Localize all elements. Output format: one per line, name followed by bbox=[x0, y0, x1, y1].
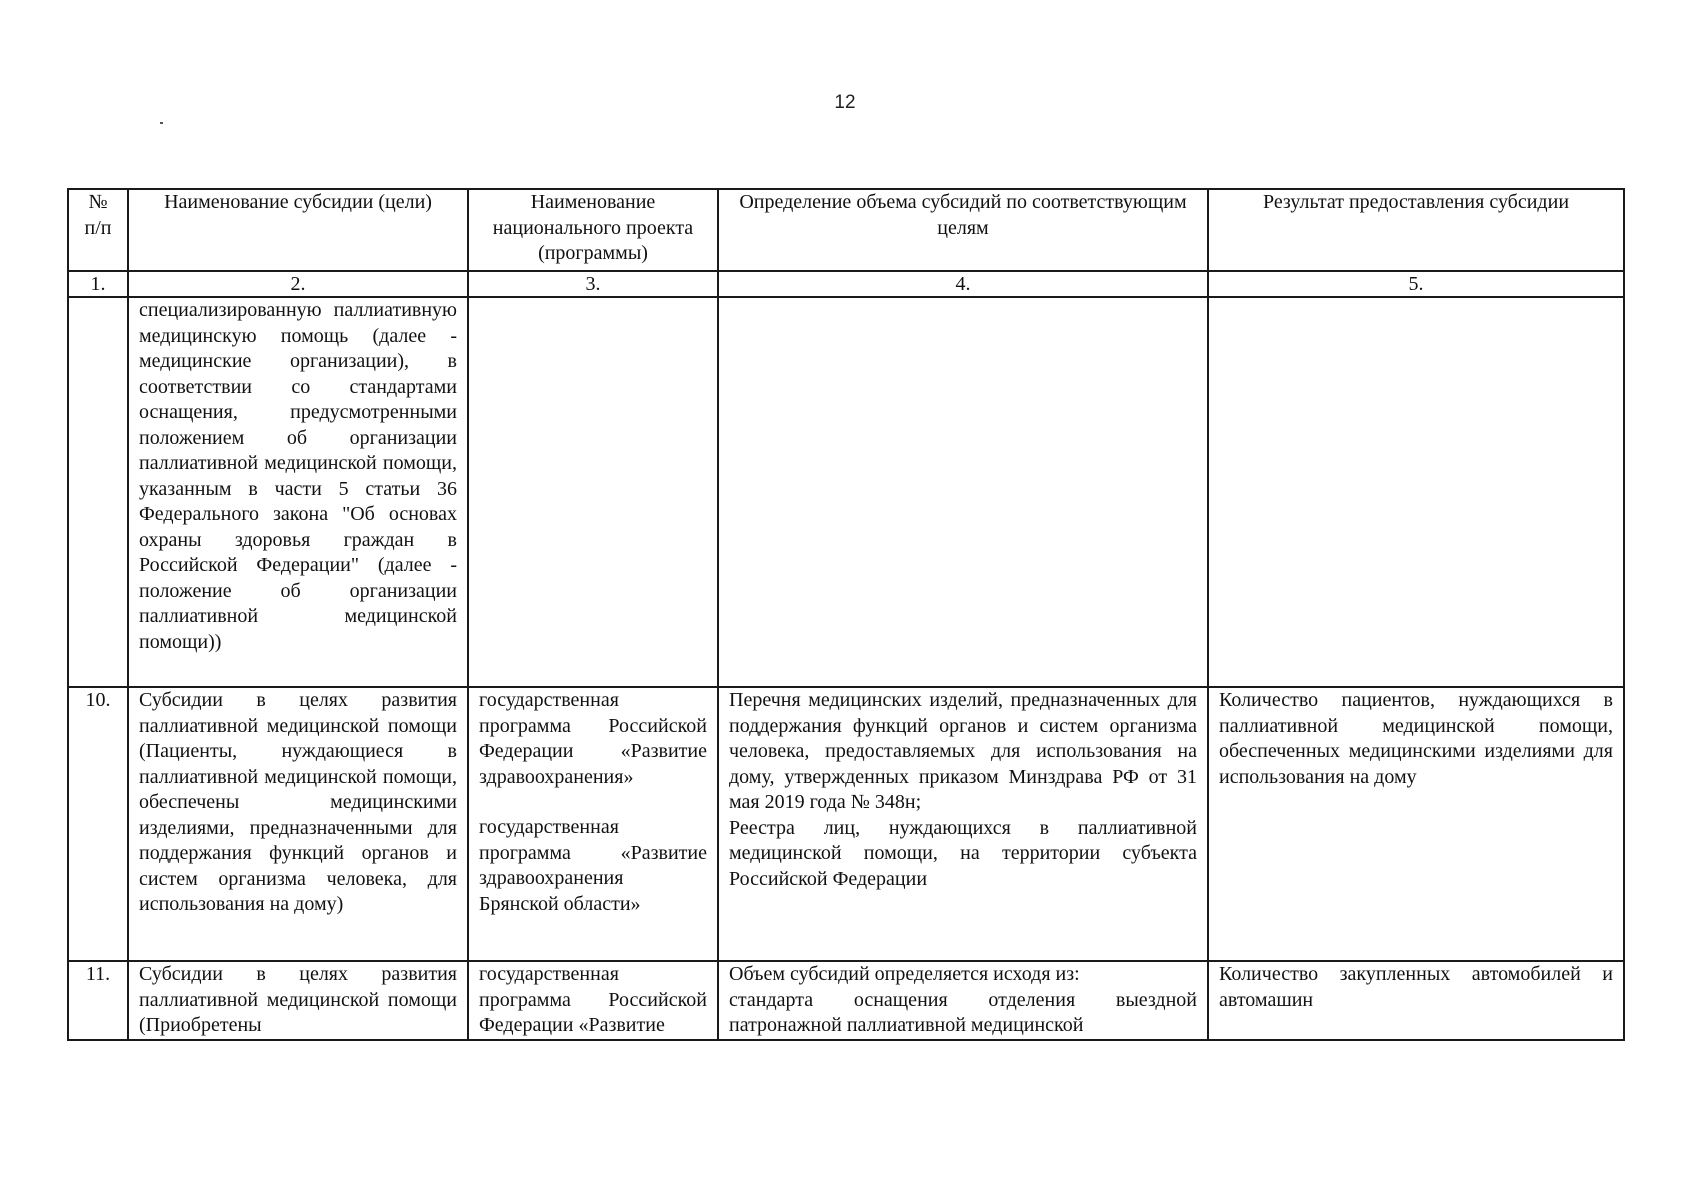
row-number: 11. bbox=[68, 961, 128, 1040]
result-cell: Количество пациентов, нуждающихся в паллиативной медицинской помощи, обеспеченных медицинскими изделиями для использования на дому bbox=[1208, 687, 1624, 961]
table-row bbox=[68, 297, 1624, 687]
volume-text: стандарта оснащения отделения выездной патронажной паллиативной медицинской bbox=[729, 988, 1197, 1036]
table-row bbox=[68, 687, 1624, 961]
column-number-row bbox=[68, 271, 1624, 297]
volume-text: Реестра лиц, нуждающихся в паллиативной медицинской помощи, на территории субъекта Российской Федерации bbox=[729, 816, 1197, 890]
project-text: государственная программа Российской Федерации «Развитие здравоохранения» bbox=[479, 689, 707, 788]
header-result: Результат предоставления субсидии bbox=[1208, 189, 1624, 271]
header-name: Наименование субсидии (цели) bbox=[128, 189, 468, 271]
project-cell bbox=[468, 297, 718, 687]
table-header-row bbox=[68, 189, 1624, 271]
row-number: 10. bbox=[68, 687, 128, 961]
project-cell bbox=[468, 687, 718, 961]
project-cell bbox=[468, 961, 718, 1040]
paragraph-gap bbox=[479, 790, 707, 815]
subsidy-name-cell: специализированную паллиативную медицинскую помощь (далее - медицинские организации), в соответствии со стандартами оснащения, предусмотренными положением об организации паллиативной медицинской помощи, указанным в части 5 статьи 36 Федерального закона "Об основах охраны здоровья граждан в Российской Федерации" (далее - положение об организации паллиативной медицинской помощи)) bbox=[128, 297, 468, 687]
header-volume: Определение объема субсидий по соответствующим целям bbox=[718, 189, 1208, 271]
column-number: 1. bbox=[68, 271, 128, 297]
table-row bbox=[68, 961, 1624, 1040]
scan-artifact-dot bbox=[160, 122, 163, 124]
volume-text: Перечня медицинских изделий, предназначенных для поддержания функций органов и систем организма человека, предоставляемых для использования на дому, утвержденных приказом Минздрава РФ от 31 мая 2019 года № 348н; bbox=[729, 689, 1197, 813]
column-number: 3. bbox=[468, 271, 718, 297]
column-number: 5. bbox=[1208, 271, 1624, 297]
subsidy-name-cell: Субсидии в целях развития паллиативной медицинской помощи (Пациенты, нуждающиеся в паллиативной медицинской помощи, обеспечены медицинскими изделиями, предназначенными для поддержания функций органов и систем организма человека, для использования на дому) bbox=[128, 687, 468, 961]
result-cell bbox=[1208, 297, 1624, 687]
subsidy-name-cell: Субсидии в целях развития паллиативной медицинской помощи (Приобретены bbox=[128, 961, 468, 1040]
column-number: 4. bbox=[718, 271, 1208, 297]
volume-text: Объем субсидий определяется исходя из: bbox=[729, 963, 1080, 985]
page-number: 12 bbox=[834, 92, 856, 113]
subsidy-table bbox=[67, 188, 1625, 1041]
volume-cell bbox=[718, 297, 1208, 687]
header-num: № п/п bbox=[68, 189, 128, 271]
project-text: государственная программа «Развитие здравоохранения Брянской области» bbox=[479, 816, 707, 915]
project-text: государственная программа Российской Федерации «Развитие bbox=[479, 963, 707, 1036]
volume-cell bbox=[718, 687, 1208, 961]
column-number: 2. bbox=[128, 271, 468, 297]
header-project: Наименование национального проекта (программы) bbox=[468, 189, 718, 271]
volume-cell bbox=[718, 961, 1208, 1040]
row-number bbox=[68, 297, 128, 687]
result-cell: Количество закупленных автомобилей и автомашин bbox=[1208, 961, 1624, 1040]
